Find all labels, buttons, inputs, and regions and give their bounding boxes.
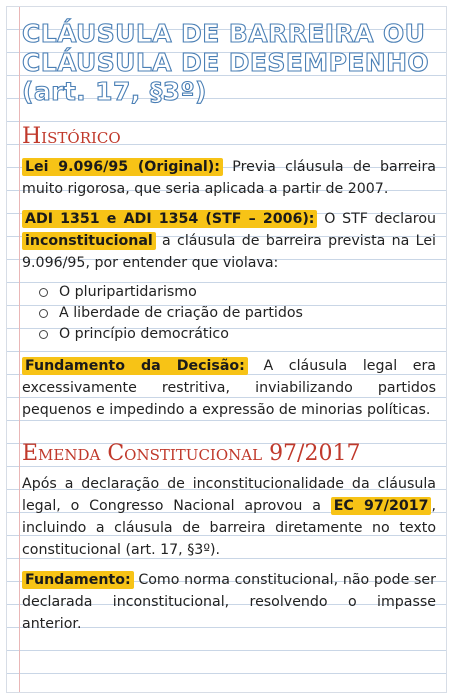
list-item-text: A liberdade de criação de partidos bbox=[59, 305, 303, 321]
list-item bbox=[39, 282, 436, 303]
paragraph-text: A cláusula legal era excessivamente restritiva, inviabilizando partidos pequenos e impedindo a expressão de minorias políticas. bbox=[22, 358, 436, 418]
list-item bbox=[39, 324, 436, 345]
paragraph-text: Como norma constitucional, não pode ser declarada inconstitucional, resolvendo o impasse anterior. bbox=[22, 572, 436, 632]
list-item bbox=[39, 303, 436, 324]
violations-list bbox=[22, 282, 436, 345]
paragraph-text: a cláusula de barreira prevista na Lei 9.096/95, por entender que violava: bbox=[22, 233, 436, 271]
highlight-label-lei: Lei 9.096/95 (Original): bbox=[22, 158, 223, 176]
paragraph-fundamento bbox=[22, 569, 436, 635]
paragraph-adi bbox=[22, 208, 436, 274]
main-title bbox=[22, 19, 436, 106]
highlight-label-fundamento-decisao: Fundamento da Decisão: bbox=[22, 357, 248, 375]
highlight-ec-97: EC 97/2017 bbox=[331, 497, 432, 515]
circle-bullet-icon bbox=[39, 309, 48, 318]
page-content bbox=[22, 19, 436, 643]
section-heading-historico: Histórico bbox=[22, 124, 121, 149]
list-item-text: O pluripartidarismo bbox=[59, 284, 197, 300]
highlight-label-adi: ADI 1351 e ADI 1354 (STF – 2006): bbox=[22, 210, 317, 228]
paragraph-text: Após a declaração de inconstitucionalidade da cláusula legal, o Congresso Nacional aprovou a bbox=[22, 476, 436, 514]
title-line-3: (art. 17, §3º) bbox=[22, 77, 207, 106]
notebook-page bbox=[6, 6, 447, 693]
highlight-inconstitucional: inconstitucional bbox=[22, 232, 156, 250]
paragraph-text: , incluindo a cláusula de barreira diretamente no texto constitucional (art. 17, §3º). bbox=[22, 498, 436, 558]
paragraph-text: O STF declarou bbox=[317, 211, 436, 227]
margin-line bbox=[19, 7, 20, 692]
title-line-2: CLÁUSULA DE DESEMPENHO bbox=[22, 48, 430, 77]
title-line-1: CLÁUSULA DE BARREIRA OU bbox=[22, 19, 426, 48]
highlight-label-fundamento: Fundamento: bbox=[22, 571, 134, 589]
paragraph-text: Previa cláusula de barreira muito rigorosa, que seria aplicada a partir de 2007. bbox=[22, 159, 437, 197]
paragraph-lei-original bbox=[22, 156, 436, 200]
section-heading-emenda: Emenda Constitucional 97/2017 bbox=[22, 441, 361, 466]
circle-bullet-icon bbox=[39, 330, 48, 339]
list-item-text: O princípio democrático bbox=[59, 326, 229, 342]
circle-bullet-icon bbox=[39, 288, 48, 297]
paragraph-fundamento-decisao bbox=[22, 355, 436, 421]
paragraph-ec-97 bbox=[22, 473, 436, 561]
